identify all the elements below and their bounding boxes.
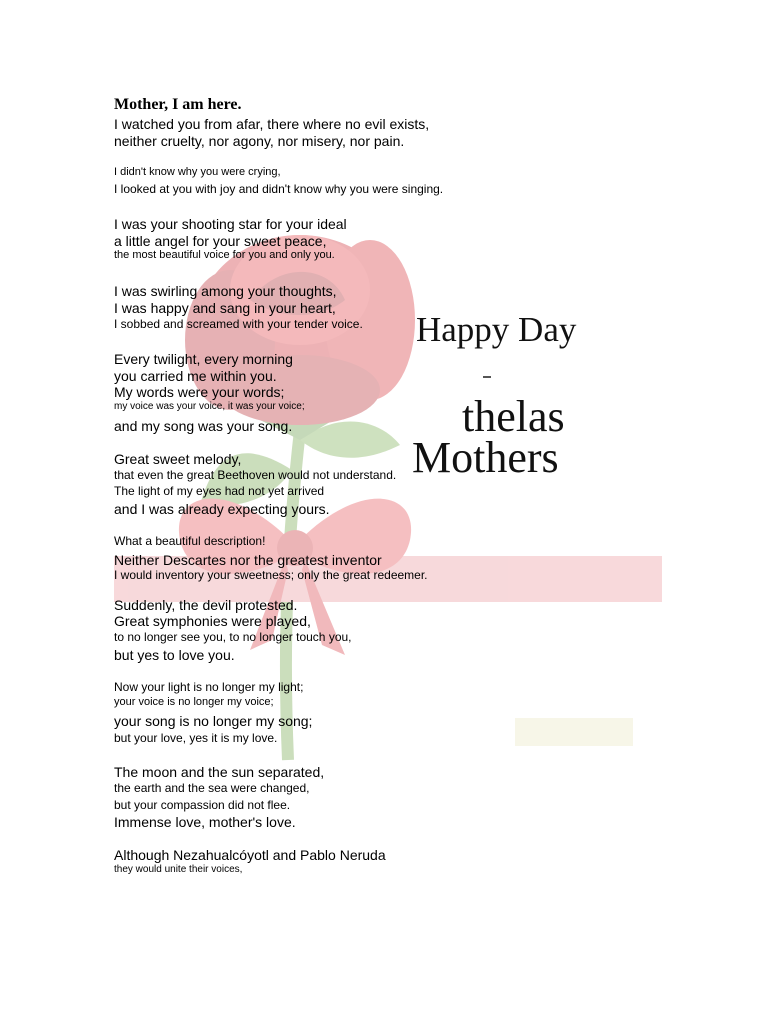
poem-line: My words were your words; [114, 384, 285, 400]
greeting-line-1: Happy Day [416, 310, 577, 349]
poem-line: Suddenly, the devil protested. [114, 597, 298, 613]
poem-line: I sobbed and screamed with your tender voice. [114, 317, 363, 331]
poem-line: I would inventory your sweetness; only the great redeemer. [114, 568, 428, 582]
poem-line: I looked at you with joy and didn't know why you were singing. [114, 182, 444, 196]
poem-line: but your love, yes it is my love. [114, 731, 278, 745]
greeting-line-3: Mothers [412, 433, 559, 482]
poem-line: but yes to love you. [114, 647, 235, 663]
poem-line: and I was already expecting yours. [114, 501, 330, 517]
poem-line: The light of my eyes had not yet arrived [114, 484, 325, 498]
poem-line: neither cruelty, nor agony, nor misery, nor pain. [114, 133, 405, 149]
poem-line: What a beautiful description! [114, 534, 266, 548]
poem-line: The moon and the sun separated, [114, 764, 325, 780]
poem-line: they would unite their voices, [114, 864, 243, 875]
poem-line: your voice is no longer my voice; [114, 696, 274, 708]
poem-line: that even the great Beethoven would not understand. [114, 468, 397, 482]
poem-line: I watched you from afar, there where no evil exists, [114, 116, 430, 132]
poem-line: you carried me within you. [114, 368, 277, 384]
poem-line: I was happy and sang in your heart, [114, 300, 336, 316]
poem-line: and my song was your song. [114, 418, 293, 434]
poem-line: Neither Descartes nor the greatest inventor [114, 552, 382, 568]
poem-line: your song is no longer my song; [114, 713, 313, 729]
poem-line: the earth and the sea were changed, [114, 781, 310, 795]
poem-line: Now your light is no longer my light; [114, 680, 304, 694]
poem-line: Great symphonies were played, [114, 613, 311, 629]
greeting-line-2: thelas [462, 392, 565, 441]
poem-line: I was swirling among your thoughts, [114, 283, 337, 299]
poem-line: to no longer see you, to no longer touch you, [114, 630, 352, 644]
poem-line: my voice was your voice, it was your voice; [114, 401, 305, 412]
poem-line: Immense love, mother's love. [114, 814, 296, 830]
poem-title: Mother, I am here. [114, 96, 242, 113]
poem-line: but your compassion did not flee. [114, 798, 291, 812]
poem-line: Although Nezahualcóyotl and Pablo Neruda [114, 847, 386, 863]
poem-line: the most beautiful voice for you and only you. [114, 249, 335, 261]
poem-line: Great sweet melody, [114, 451, 242, 467]
poem-line: a little angel for your sweet peace, [114, 233, 327, 249]
poem-line: I didn't know why you were crying, [114, 166, 281, 178]
poem-line: Every twilight, every morning [114, 351, 293, 367]
poem-line: I was your shooting star for your ideal [114, 216, 347, 232]
